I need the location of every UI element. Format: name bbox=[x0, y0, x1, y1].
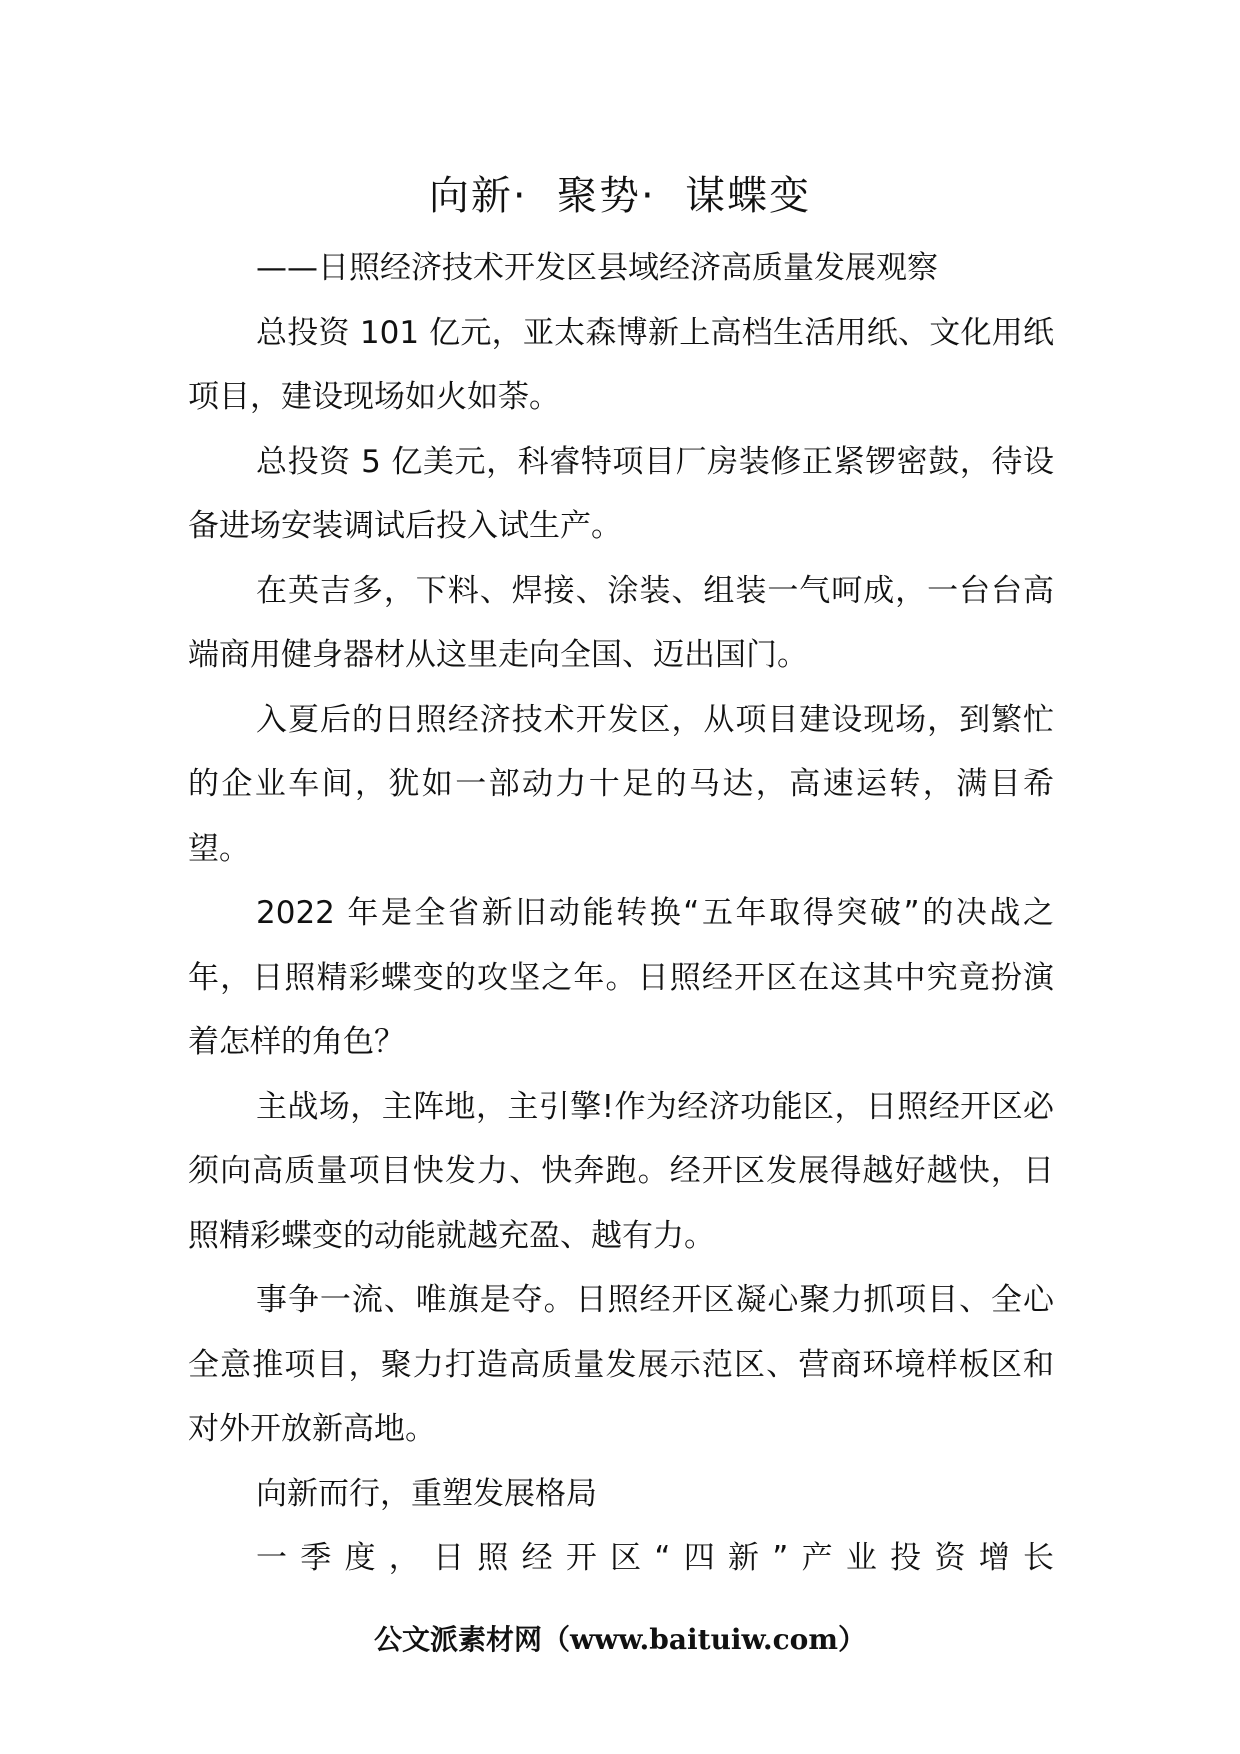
footer-watermark: 公文派素材网（www.baituiw.com） bbox=[374, 1623, 866, 1656]
paragraph: 总投资 101 亿元，亚太森博新上高档生活用纸、文化用纸项目，建设现场如火如荼。 bbox=[188, 314, 1054, 415]
document-body bbox=[188, 236, 1054, 1591]
document-title: 向新· 聚势· 谋蝶变 bbox=[428, 173, 812, 219]
paragraph: 主战场，主阵地，主引擎!作为经济功能区，日照经开区必须向高质量项目快发力、快奔跑。经开区发展得越好越快，日照精彩蝶变的动能就越充盈、越有力。 bbox=[188, 1088, 1054, 1254]
document-subtitle: ——日照经济技术开发区县域经济高质量发展观察 bbox=[256, 250, 938, 286]
paragraph: 总投资 5 亿美元，科睿特项目厂房装修正紧锣密鼓，待设备进场安装调试后投入试生产。 bbox=[188, 443, 1054, 544]
paragraph: 一季度，日照经开区“四新”产业投资增长 bbox=[256, 1540, 1054, 1576]
section-heading: 向新而行，重塑发展格局 bbox=[256, 1475, 597, 1512]
paragraph: 在英吉多，下料、焊接、涂装、组装一气呵成，一台台高端商用健身器材从这里走向全国、迈出国门。 bbox=[188, 572, 1054, 673]
paragraph: 事争一流、唯旗是夺。日照经开区凝心聚力抓项目、全心全意推项目，聚力打造高质量发展示范区、营商环境样板区和对外开放新高地。 bbox=[188, 1282, 1054, 1447]
paragraph: 入夏后的日照经济技术开发区，从项目建设现场，到繁忙的企业车间，犹如一部动力十足的马达，高速运转，满目希望。 bbox=[188, 701, 1054, 867]
paragraph: 2022 年是全省新旧动能转换“五年取得突破”的决战之年，日照精彩蝶变的攻坚之年。日照经开区在这其中究竟扮演着怎样的角色？ bbox=[188, 895, 1054, 1060]
